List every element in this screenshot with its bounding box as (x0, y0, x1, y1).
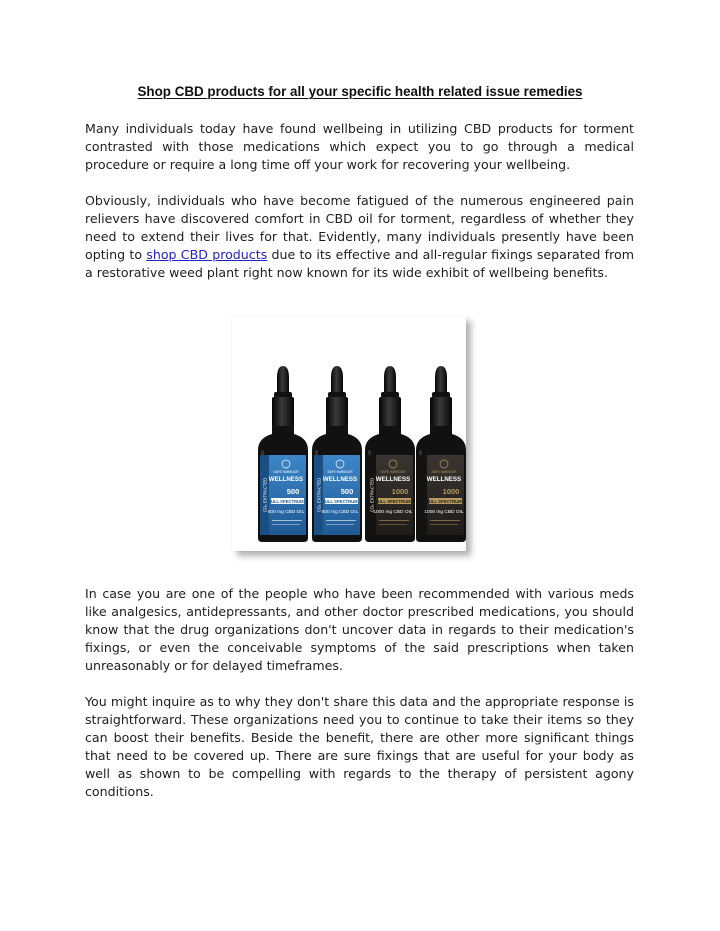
label-divider (326, 520, 356, 521)
label-divider (272, 520, 302, 521)
product-image (232, 316, 466, 551)
label-brand: WELLNESS (375, 476, 411, 483)
label-fine-print (272, 524, 300, 525)
label-side-text: CO₂ EXTRACTED (316, 477, 322, 513)
label-fine-print (379, 524, 407, 525)
dropper-bulb (384, 366, 396, 394)
label-side-strip (418, 455, 427, 535)
paragraph-2-text-after-link: due to its effective and all-regular fixings separated from a restorative weed plant right now known for its wide exhibit of wellbeing benefits. (85, 247, 634, 280)
label-side-text: CO₂ EXTRACTED (262, 477, 268, 513)
paragraph-2-text-before-link: Obviously, individuals who have become fatigued of the numerous engineered pain relievers have discovered comfort in CBD oil for torment, regardless of whether they need to extend their lives for that. Evidently, many individuals presently have been opting to (85, 193, 634, 262)
paragraph-2 (85, 192, 634, 282)
label-spectrum: FULL SPECTRUM (375, 498, 411, 504)
label-brand-small: SAFE HARBOUR (431, 470, 457, 474)
label-spectrum: FULL SPECTRUM (268, 498, 304, 504)
bottle-cap (379, 397, 401, 427)
label-strength: 1000 (442, 487, 460, 496)
label-oil: 1000 mg CBD OIL (373, 510, 413, 515)
label-brand-small: SAFE HARBOUR (327, 470, 353, 474)
label-strength: 1000 (391, 487, 409, 496)
label-brand: WELLNESS (322, 476, 358, 483)
bottle-3 (365, 366, 415, 542)
bottle-4 (416, 366, 466, 542)
label-brand-small: SAFE HARBOUR (380, 470, 406, 474)
bottle-cap (272, 397, 294, 427)
paragraph-3: In case you are one of the people who have been recommended with various meds like analgesics, antidepressants, and other doctor prescribed medications, you should know that the drug organizations don't uncover data in regards to their medication's fixings, or even the conceivable symptoms of the said prescriptions when taken unreasonably or for delayed timeframes. (85, 586, 634, 673)
dropper-bulb (435, 366, 447, 394)
paragraph-4: You might inquire as to why they don't share this data and the appropriate response is straightforward. These organizations need you to continue to take their items so they can boost their benefits. Beside the benefit, there are other more significant things that need to be covered up. There are sure fixings that are useful for your body as well as shown to be compelling with regards to the therapy of persistent agony conditions. (85, 694, 634, 799)
label-fine-print (326, 524, 354, 525)
label-side-text: CO₂ EXTRACTED (369, 477, 375, 513)
label-strength: 500 (286, 487, 300, 496)
label-oil: 1000 mg CBD OIL (424, 510, 464, 515)
dropper-bulb (277, 366, 289, 394)
label-divider (430, 520, 460, 521)
label-spectrum: FULL SPECTRUM (426, 498, 462, 504)
bottle-2 (312, 366, 362, 542)
label-fine-print (430, 524, 458, 525)
label-spectrum: FULL SPECTRUM (322, 498, 358, 504)
document-title: Shop CBD products for all your specific health related issue remedies (137, 84, 583, 99)
shop-cbd-products-link[interactable]: shop CBD products (146, 247, 268, 262)
paragraph-1: Many individuals today have found wellbeing in utilizing CBD products for torment contrasted with those medications which expect you to go through a medical procedure or require a long time off your work for recovering your wellbeing. (85, 121, 634, 172)
bottle-cap (430, 397, 452, 427)
label-brand: WELLNESS (426, 476, 462, 483)
label-brand-small: SAFE HARBOUR (273, 470, 299, 474)
label-strength: 500 (340, 487, 354, 496)
cbd-bottles-illustration (232, 316, 466, 551)
label-brand: WELLNESS (268, 476, 304, 483)
label-divider (379, 520, 409, 521)
label-oil: 500 mg CBD OIL (321, 510, 359, 515)
bottle-cap (326, 397, 348, 427)
dropper-bulb (331, 366, 343, 394)
label-oil: 500 mg CBD OIL (267, 510, 305, 515)
bottle-1 (258, 366, 308, 542)
